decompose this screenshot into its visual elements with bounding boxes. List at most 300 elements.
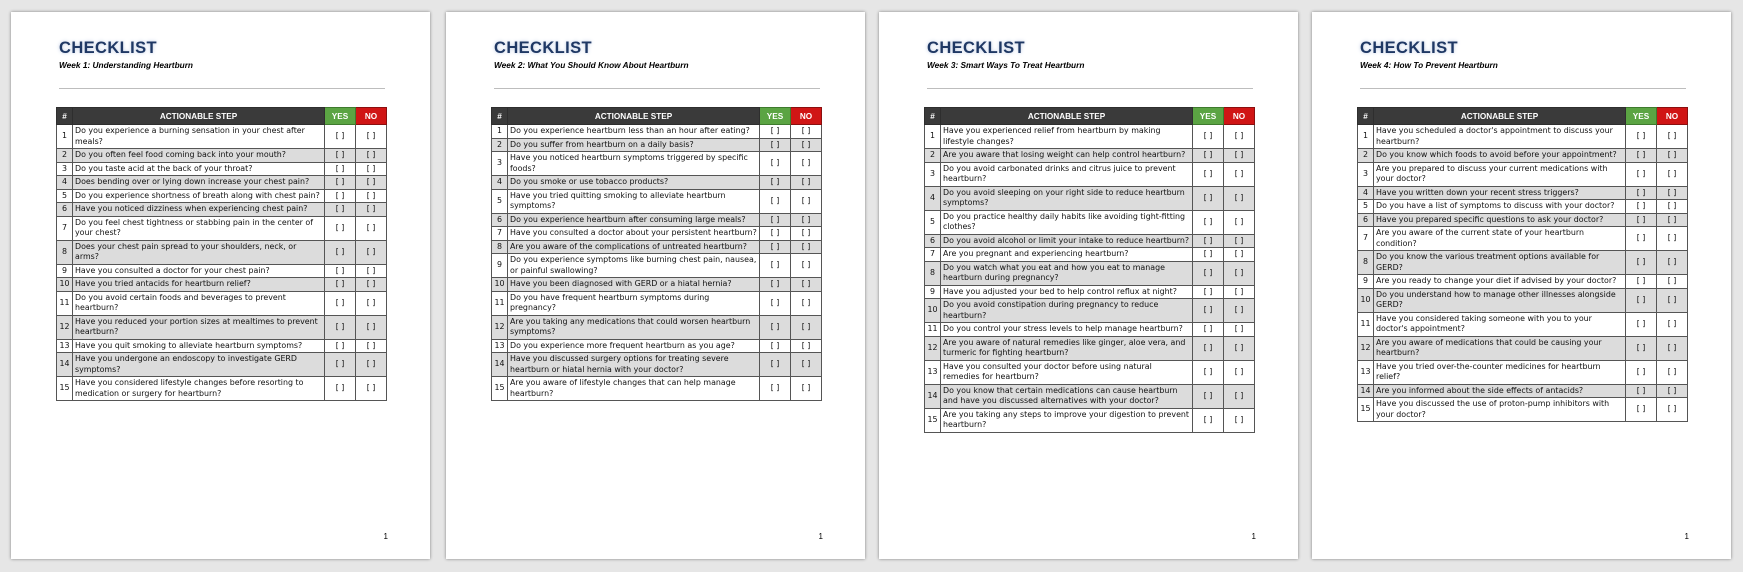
no-checkbox[interactable]: [ ] <box>356 264 387 278</box>
row-number: 14 <box>925 384 941 408</box>
row-number: 9 <box>57 264 73 278</box>
step-text: Do you avoid carbonated drinks and citrus juice to prevent heartburn? <box>941 162 1193 186</box>
step-text: Do you avoid certain foods and beverages to prevent heartburn? <box>73 291 325 315</box>
row-number: 10 <box>1358 288 1374 312</box>
column-header-number: # <box>492 108 508 125</box>
checklist-row <box>1358 149 1688 163</box>
row-number: 5 <box>925 210 941 234</box>
yes-checkbox[interactable]: [ ] <box>760 213 791 227</box>
step-text: Do you experience a burning sensation in your chest after meals? <box>73 125 325 149</box>
yes-checkbox[interactable]: [ ] <box>760 353 791 377</box>
yes-checkbox[interactable]: [ ] <box>325 278 356 292</box>
checklist-row <box>57 125 387 149</box>
checklist-row <box>57 353 387 377</box>
checklist-row <box>1358 213 1688 227</box>
yes-checkbox[interactable]: [ ] <box>325 125 356 149</box>
step-text: Have you consulted a doctor about your persistent heartburn? <box>508 227 760 241</box>
row-number: 4 <box>57 176 73 190</box>
row-number: 1 <box>1358 125 1374 149</box>
checklist-row <box>492 315 822 339</box>
no-checkbox[interactable]: [ ] <box>356 162 387 176</box>
yes-checkbox[interactable]: [ ] <box>760 377 791 401</box>
checklist-page-week-2 <box>446 12 865 559</box>
step-text: Have you discussed the use of proton-pump inhibitors with your doctor? <box>1374 398 1626 422</box>
row-number: 11 <box>57 291 73 315</box>
yes-checkbox[interactable]: [ ] <box>1626 213 1657 227</box>
no-checkbox[interactable]: [ ] <box>1224 360 1255 384</box>
page-title: CHECKLIST <box>1360 39 1459 57</box>
checklist-row <box>925 408 1255 432</box>
step-text: Does your chest pain spread to your shoulders, neck, or arms? <box>73 240 325 264</box>
row-number: 6 <box>925 234 941 248</box>
yes-checkbox[interactable]: [ ] <box>325 203 356 217</box>
yes-checkbox[interactable]: [ ] <box>1193 299 1224 323</box>
yes-checkbox[interactable]: [ ] <box>1626 398 1657 422</box>
no-checkbox[interactable]: [ ] <box>1224 261 1255 285</box>
row-number: 14 <box>492 353 508 377</box>
checklist-row <box>925 261 1255 285</box>
page-header <box>1360 39 1686 70</box>
row-number: 13 <box>1358 360 1374 384</box>
yes-checkbox[interactable]: [ ] <box>1626 186 1657 200</box>
checklist-row <box>1358 186 1688 200</box>
row-number: 6 <box>57 203 73 217</box>
row-number: 1 <box>57 125 73 149</box>
yes-checkbox[interactable]: [ ] <box>1626 312 1657 336</box>
yes-checkbox[interactable]: [ ] <box>1193 162 1224 186</box>
column-header-step: ACTIONABLE STEP <box>73 108 325 125</box>
step-text: Do you know that certain medications can cause heartburn and have you discussed alternatives with your doctor? <box>941 384 1193 408</box>
yes-checkbox[interactable]: [ ] <box>325 189 356 203</box>
no-checkbox[interactable]: [ ] <box>1224 234 1255 248</box>
step-text: Have you consulted your doctor before using natural remedies for heartburn? <box>941 360 1193 384</box>
no-checkbox[interactable]: [ ] <box>1657 200 1688 214</box>
no-checkbox[interactable]: [ ] <box>356 240 387 264</box>
yes-checkbox[interactable]: [ ] <box>760 254 791 278</box>
step-text: Do you experience heartburn after consuming large meals? <box>508 213 760 227</box>
column-header-number: # <box>57 108 73 125</box>
row-number: 5 <box>1358 200 1374 214</box>
checklist-row <box>57 189 387 203</box>
row-number: 7 <box>925 248 941 262</box>
no-checkbox[interactable]: [ ] <box>1224 299 1255 323</box>
step-text: Have you tried quitting smoking to alleviate heartburn symptoms? <box>508 189 760 213</box>
no-checkbox[interactable]: [ ] <box>791 278 822 292</box>
row-number: 4 <box>492 176 508 190</box>
column-header-yes: YES <box>1193 108 1224 125</box>
yes-checkbox[interactable]: [ ] <box>1626 251 1657 275</box>
row-number: 12 <box>925 336 941 360</box>
row-number: 9 <box>925 285 941 299</box>
page-number: 1 <box>383 532 388 541</box>
no-checkbox[interactable]: [ ] <box>1657 288 1688 312</box>
step-text: Do you practice healthy daily habits like avoiding tight-fitting clothes? <box>941 210 1193 234</box>
yes-checkbox[interactable]: [ ] <box>1626 149 1657 163</box>
column-header-yes: YES <box>760 108 791 125</box>
column-header-no: NO <box>791 108 822 125</box>
no-checkbox[interactable]: [ ] <box>1657 384 1688 398</box>
yes-checkbox[interactable]: [ ] <box>1626 384 1657 398</box>
no-checkbox[interactable]: [ ] <box>356 377 387 401</box>
step-text: Are you aware that losing weight can help control heartburn? <box>941 149 1193 163</box>
checklist-row <box>925 360 1255 384</box>
step-text: Are you taking any steps to improve your digestion to prevent heartburn? <box>941 408 1193 432</box>
no-checkbox[interactable]: [ ] <box>1224 336 1255 360</box>
step-text: Do you taste acid at the back of your throat? <box>73 162 325 176</box>
step-text: Have you tried antacids for heartburn relief? <box>73 278 325 292</box>
row-number: 15 <box>925 408 941 432</box>
step-text: Do you feel chest tightness or stabbing pain in the center of your chest? <box>73 216 325 240</box>
no-checkbox[interactable]: [ ] <box>791 138 822 152</box>
no-checkbox[interactable]: [ ] <box>1224 210 1255 234</box>
row-number: 10 <box>492 278 508 292</box>
row-number: 3 <box>1358 162 1374 186</box>
checklist-row <box>1358 288 1688 312</box>
yes-checkbox[interactable]: [ ] <box>1626 200 1657 214</box>
page-subtitle: Week 2: What You Should Know About Heartburn <box>494 60 689 70</box>
column-header-yes: YES <box>325 108 356 125</box>
no-checkbox[interactable]: [ ] <box>1657 213 1688 227</box>
yes-checkbox[interactable]: [ ] <box>325 216 356 240</box>
checklist-page-week-3 <box>879 12 1298 559</box>
row-number: 5 <box>492 189 508 213</box>
step-text: Are you informed about the side effects of antacids? <box>1374 384 1626 398</box>
checklist-row <box>492 377 822 401</box>
yes-checkbox[interactable]: [ ] <box>760 240 791 254</box>
checklist-row <box>925 149 1255 163</box>
checklist-table <box>924 107 1255 433</box>
no-checkbox[interactable]: [ ] <box>356 176 387 190</box>
no-checkbox[interactable]: [ ] <box>356 353 387 377</box>
no-checkbox[interactable]: [ ] <box>791 339 822 353</box>
no-checkbox[interactable]: [ ] <box>1657 125 1688 149</box>
column-header-number: # <box>1358 108 1374 125</box>
checklist-row <box>925 234 1255 248</box>
checklist-row <box>57 377 387 401</box>
no-checkbox[interactable]: [ ] <box>791 291 822 315</box>
yes-checkbox[interactable]: [ ] <box>1193 384 1224 408</box>
step-text: Do you experience heartburn less than an hour after eating? <box>508 125 760 139</box>
no-checkbox[interactable]: [ ] <box>1657 149 1688 163</box>
row-number: 15 <box>57 377 73 401</box>
checklist-row <box>57 176 387 190</box>
checklist-row <box>492 291 822 315</box>
step-text: Are you aware of medications that could be causing your heartburn? <box>1374 336 1626 360</box>
row-number: 13 <box>492 339 508 353</box>
yes-checkbox[interactable]: [ ] <box>325 291 356 315</box>
step-text: Do you avoid alcohol or limit your intake to reduce heartburn? <box>941 234 1193 248</box>
checklist-row <box>1358 251 1688 275</box>
no-checkbox[interactable]: [ ] <box>791 189 822 213</box>
yes-checkbox[interactable]: [ ] <box>760 339 791 353</box>
step-text: Are you pregnant and experiencing heartburn? <box>941 248 1193 262</box>
step-text: Do you have frequent heartburn symptoms during pregnancy? <box>508 291 760 315</box>
yes-checkbox[interactable]: [ ] <box>760 227 791 241</box>
no-checkbox[interactable]: [ ] <box>1657 162 1688 186</box>
yes-checkbox[interactable]: [ ] <box>760 138 791 152</box>
column-header-step: ACTIONABLE STEP <box>508 108 760 125</box>
row-number: 8 <box>57 240 73 264</box>
no-checkbox[interactable]: [ ] <box>791 377 822 401</box>
checklist-row <box>492 254 822 278</box>
no-checkbox[interactable]: [ ] <box>1224 384 1255 408</box>
no-checkbox[interactable]: [ ] <box>1657 398 1688 422</box>
checklist-row <box>492 213 822 227</box>
checklist-row <box>57 162 387 176</box>
yes-checkbox[interactable]: [ ] <box>1193 186 1224 210</box>
row-number: 11 <box>492 291 508 315</box>
checklist-row <box>57 291 387 315</box>
no-checkbox[interactable]: [ ] <box>791 125 822 139</box>
yes-checkbox[interactable]: [ ] <box>325 339 356 353</box>
step-text: Have you undergone an endoscopy to investigate GERD symptoms? <box>73 353 325 377</box>
yes-checkbox[interactable]: [ ] <box>1193 234 1224 248</box>
step-text: Do you understand how to manage other illnesses alongside GERD? <box>1374 288 1626 312</box>
row-number: 10 <box>925 299 941 323</box>
yes-checkbox[interactable]: [ ] <box>760 176 791 190</box>
yes-checkbox[interactable]: [ ] <box>760 189 791 213</box>
row-number: 7 <box>492 227 508 241</box>
yes-checkbox[interactable]: [ ] <box>1193 210 1224 234</box>
no-checkbox[interactable]: [ ] <box>1657 275 1688 289</box>
row-number: 2 <box>492 138 508 152</box>
row-number: 12 <box>57 315 73 339</box>
yes-checkbox[interactable]: [ ] <box>325 264 356 278</box>
no-checkbox[interactable]: [ ] <box>1224 285 1255 299</box>
checklist-row <box>925 125 1255 149</box>
row-number: 8 <box>1358 251 1374 275</box>
checklist-row <box>925 299 1255 323</box>
yes-checkbox[interactable]: [ ] <box>760 315 791 339</box>
yes-checkbox[interactable]: [ ] <box>760 125 791 139</box>
row-number: 2 <box>1358 149 1374 163</box>
checklist-row <box>1358 398 1688 422</box>
row-number: 8 <box>925 261 941 285</box>
yes-checkbox[interactable]: [ ] <box>325 353 356 377</box>
checklist-row <box>492 176 822 190</box>
step-text: Have you noticed heartburn symptoms triggered by specific foods? <box>508 152 760 176</box>
no-checkbox[interactable]: [ ] <box>1657 360 1688 384</box>
step-text: Have you experienced relief from heartburn by making lifestyle changes? <box>941 125 1193 149</box>
step-text: Do you often feel food coming back into your mouth? <box>73 149 325 163</box>
step-text: Are you taking any medications that could worsen heartburn symptoms? <box>508 315 760 339</box>
no-checkbox[interactable]: [ ] <box>1224 408 1255 432</box>
row-number: 5 <box>57 189 73 203</box>
no-checkbox[interactable]: [ ] <box>1224 149 1255 163</box>
yes-checkbox[interactable]: [ ] <box>325 149 356 163</box>
yes-checkbox[interactable]: [ ] <box>1626 336 1657 360</box>
checklist-row <box>1358 200 1688 214</box>
checklist-row <box>57 240 387 264</box>
no-checkbox[interactable]: [ ] <box>1224 125 1255 149</box>
no-checkbox[interactable]: [ ] <box>791 227 822 241</box>
yes-checkbox[interactable]: [ ] <box>1626 275 1657 289</box>
yes-checkbox[interactable]: [ ] <box>325 162 356 176</box>
row-number: 13 <box>925 360 941 384</box>
yes-checkbox[interactable]: [ ] <box>1626 125 1657 149</box>
row-number: 7 <box>1358 227 1374 251</box>
checklist-row <box>925 323 1255 337</box>
checklist-row <box>57 203 387 217</box>
no-checkbox[interactable]: [ ] <box>1657 186 1688 200</box>
page-header <box>927 39 1253 70</box>
no-checkbox[interactable]: [ ] <box>791 152 822 176</box>
step-text: Do you experience shortness of breath along with chest pain? <box>73 189 325 203</box>
checklist-row <box>925 336 1255 360</box>
no-checkbox[interactable]: [ ] <box>1224 186 1255 210</box>
step-text: Do you avoid constipation during pregnancy to reduce heartburn? <box>941 299 1193 323</box>
no-checkbox[interactable]: [ ] <box>1224 248 1255 262</box>
row-number: 11 <box>1358 312 1374 336</box>
step-text: Do you know which foods to avoid before your appointment? <box>1374 149 1626 163</box>
row-number: 10 <box>57 278 73 292</box>
row-number: 11 <box>925 323 941 337</box>
checklist-row <box>492 339 822 353</box>
no-checkbox[interactable]: [ ] <box>791 353 822 377</box>
checklist-row <box>925 210 1255 234</box>
step-text: Do you have a list of symptoms to discuss with your doctor? <box>1374 200 1626 214</box>
yes-checkbox[interactable]: [ ] <box>1193 149 1224 163</box>
no-checkbox[interactable]: [ ] <box>1657 227 1688 251</box>
no-checkbox[interactable]: [ ] <box>1657 312 1688 336</box>
checklist-row <box>1358 227 1688 251</box>
no-checkbox[interactable]: [ ] <box>791 315 822 339</box>
no-checkbox[interactable]: [ ] <box>1224 162 1255 186</box>
row-number: 6 <box>492 213 508 227</box>
column-header-no: NO <box>356 108 387 125</box>
checklist-row <box>57 216 387 240</box>
column-header-yes: YES <box>1626 108 1657 125</box>
checklist-row <box>492 189 822 213</box>
no-checkbox[interactable]: [ ] <box>356 339 387 353</box>
step-text: Do you experience symptoms like burning chest pain, nausea, or painful swallowing? <box>508 254 760 278</box>
checklist-row <box>1358 162 1688 186</box>
yes-checkbox[interactable]: [ ] <box>1193 336 1224 360</box>
checklist-row <box>57 339 387 353</box>
checklist-row <box>57 264 387 278</box>
no-checkbox[interactable]: [ ] <box>356 315 387 339</box>
checklist-row <box>57 315 387 339</box>
checklist-row <box>925 162 1255 186</box>
step-text: Have you reduced your portion sizes at mealtimes to prevent heartburn? <box>73 315 325 339</box>
step-text: Have you adjusted your bed to help control reflux at night? <box>941 285 1193 299</box>
row-number: 2 <box>57 149 73 163</box>
checklist-row <box>1358 312 1688 336</box>
step-text: Are you aware of the current state of your heartburn condition? <box>1374 227 1626 251</box>
no-checkbox[interactable]: [ ] <box>356 125 387 149</box>
page-subtitle: Week 3: Smart Ways To Treat Heartburn <box>927 60 1085 70</box>
no-checkbox[interactable]: [ ] <box>356 291 387 315</box>
yes-checkbox[interactable]: [ ] <box>1626 360 1657 384</box>
column-header-no: NO <box>1657 108 1688 125</box>
yes-checkbox[interactable]: [ ] <box>1626 227 1657 251</box>
no-checkbox[interactable]: [ ] <box>1657 336 1688 360</box>
checklist-row <box>1358 360 1688 384</box>
checklist-row <box>492 138 822 152</box>
row-number: 1 <box>492 125 508 139</box>
step-text: Have you been diagnosed with GERD or a hiatal hernia? <box>508 278 760 292</box>
step-text: Have you considered lifestyle changes before resorting to medication or surgery for heartburn? <box>73 377 325 401</box>
yes-checkbox[interactable]: [ ] <box>1626 162 1657 186</box>
checklist-row <box>1358 336 1688 360</box>
checklist-page-week-1 <box>11 12 430 559</box>
checklist-row <box>925 248 1255 262</box>
yes-checkbox[interactable]: [ ] <box>1193 408 1224 432</box>
step-text: Do you watch what you eat and how you eat to manage heartburn during pregnancy? <box>941 261 1193 285</box>
row-number: 15 <box>492 377 508 401</box>
row-number: 15 <box>1358 398 1374 422</box>
row-number: 14 <box>57 353 73 377</box>
checklist-row <box>57 278 387 292</box>
yes-checkbox[interactable]: [ ] <box>1193 285 1224 299</box>
no-checkbox[interactable]: [ ] <box>1224 323 1255 337</box>
no-checkbox[interactable]: [ ] <box>791 240 822 254</box>
yes-checkbox[interactable]: [ ] <box>1193 323 1224 337</box>
yes-checkbox[interactable]: [ ] <box>760 152 791 176</box>
checklist-table <box>491 107 822 401</box>
yes-checkbox[interactable]: [ ] <box>1193 248 1224 262</box>
page-number: 1 <box>818 532 823 541</box>
page-number: 1 <box>1251 532 1256 541</box>
no-checkbox[interactable]: [ ] <box>356 189 387 203</box>
page-subtitle: Week 1: Understanding Heartburn <box>59 60 194 70</box>
row-number: 14 <box>1358 384 1374 398</box>
row-number: 7 <box>57 216 73 240</box>
page-header <box>59 39 385 70</box>
no-checkbox[interactable]: [ ] <box>356 216 387 240</box>
no-checkbox[interactable]: [ ] <box>791 213 822 227</box>
no-checkbox[interactable]: [ ] <box>356 203 387 217</box>
yes-checkbox[interactable]: [ ] <box>760 278 791 292</box>
yes-checkbox[interactable]: [ ] <box>1193 360 1224 384</box>
step-text: Have you noticed dizziness when experiencing chest pain? <box>73 203 325 217</box>
row-number: 3 <box>492 152 508 176</box>
yes-checkbox[interactable]: [ ] <box>760 291 791 315</box>
column-header-step: ACTIONABLE STEP <box>1374 108 1626 125</box>
header-divider <box>494 88 820 89</box>
yes-checkbox[interactable]: [ ] <box>1193 261 1224 285</box>
column-header-number: # <box>925 108 941 125</box>
no-checkbox[interactable]: [ ] <box>356 149 387 163</box>
no-checkbox[interactable]: [ ] <box>356 278 387 292</box>
row-number: 12 <box>1358 336 1374 360</box>
no-checkbox[interactable]: [ ] <box>791 254 822 278</box>
header-divider <box>1360 88 1686 89</box>
step-text: Do you experience more frequent heartburn as you age? <box>508 339 760 353</box>
row-number: 9 <box>1358 275 1374 289</box>
yes-checkbox[interactable]: [ ] <box>325 315 356 339</box>
page-title: CHECKLIST <box>927 39 1026 57</box>
step-text: Are you prepared to discuss your current medications with your doctor? <box>1374 162 1626 186</box>
page-number: 1 <box>1684 532 1689 541</box>
yes-checkbox[interactable]: [ ] <box>325 377 356 401</box>
checklist-row <box>925 186 1255 210</box>
no-checkbox[interactable]: [ ] <box>1657 251 1688 275</box>
step-text: Have you consulted a doctor for your chest pain? <box>73 264 325 278</box>
yes-checkbox[interactable]: [ ] <box>325 240 356 264</box>
step-text: Do you smoke or use tobacco products? <box>508 176 760 190</box>
checklist-page-week-4 <box>1312 12 1731 559</box>
column-header-no: NO <box>1224 108 1255 125</box>
yes-checkbox[interactable]: [ ] <box>1193 125 1224 149</box>
yes-checkbox[interactable]: [ ] <box>325 176 356 190</box>
no-checkbox[interactable]: [ ] <box>791 176 822 190</box>
yes-checkbox[interactable]: [ ] <box>1626 288 1657 312</box>
step-text: Do you suffer from heartburn on a daily basis? <box>508 138 760 152</box>
checklist-row <box>492 278 822 292</box>
row-number: 3 <box>925 162 941 186</box>
step-text: Have you written down your recent stress triggers? <box>1374 186 1626 200</box>
